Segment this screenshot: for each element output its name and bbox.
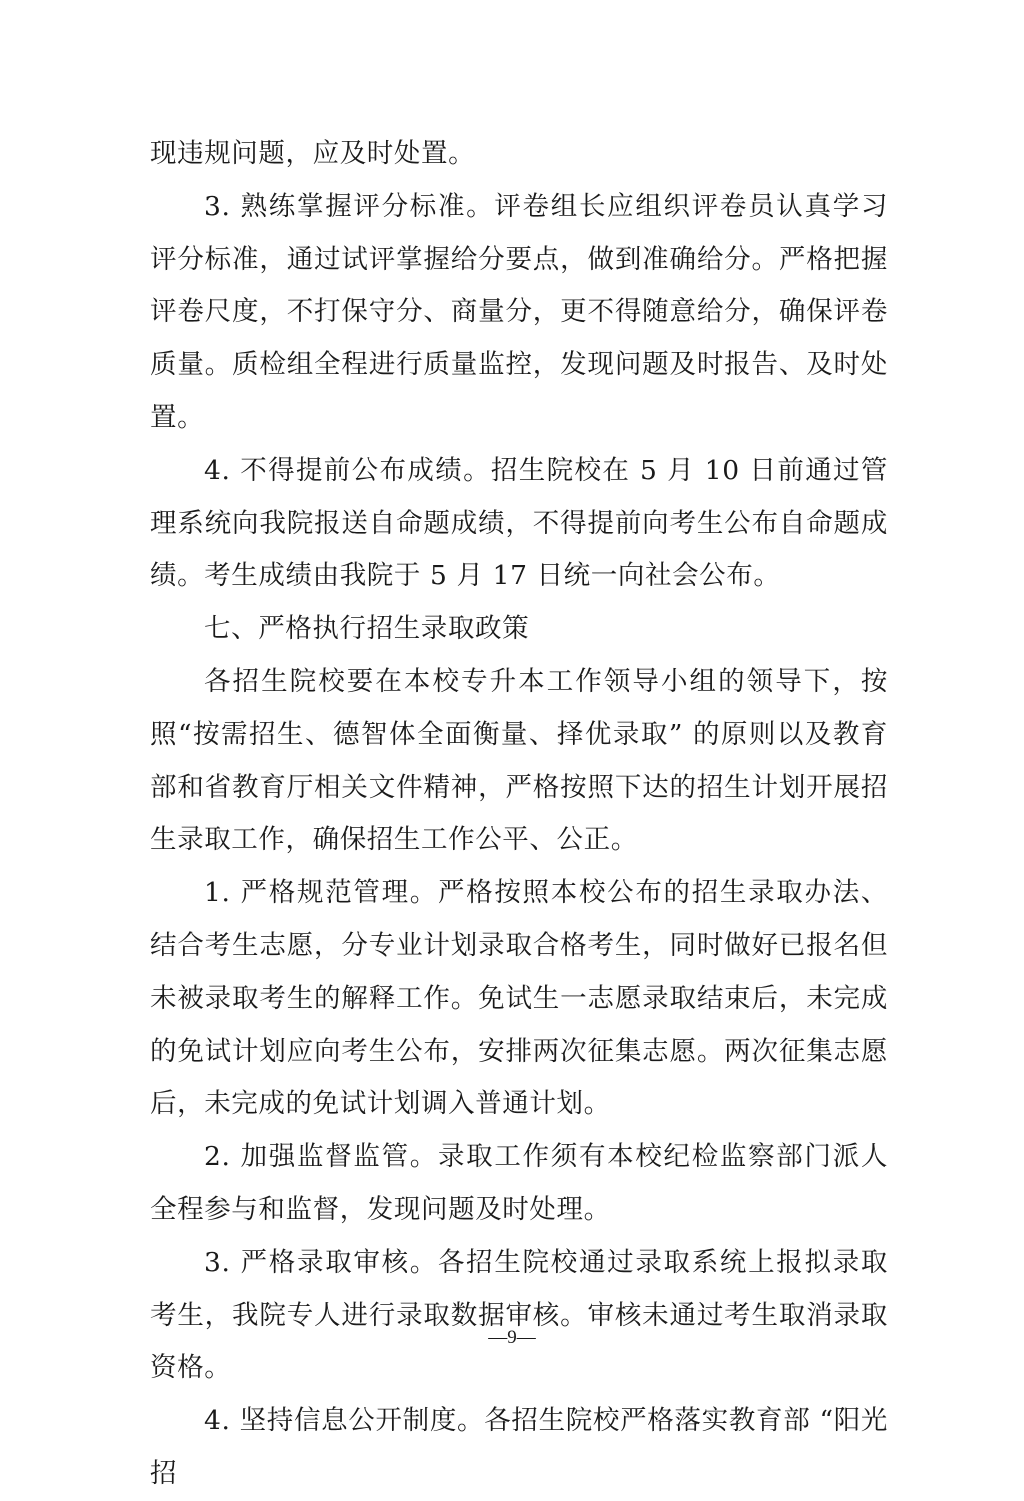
paragraph-item-1-management: 1. 严格规范管理。严格按照本校公布的招生录取办法、结合考生志愿，分专业计划录取合格考生，同时做好已报名但未被录取考生的解释工作。免试生一志愿录取结束后，未完成的免试计划应向考生公布，安排两次征集志愿。两次征集志愿后，未完成的免试计划调入普通计划。 (150, 877, 888, 1120)
paragraph-item-4-scores: 4. 不得提前公布成绩。招生院校在 5 月 10 日前通过管理系统向我院报送自命题成绩，不得提前向考生公布自命题成绩。考生成绩由我院于 5 月 17 日统一向社会公布。 (150, 454, 888, 592)
paragraph-item-3-scoring: 3. 熟练掌握评分标准。评卷组长应组织评卷员认真学习评分标准，通过试评掌握给分要点，做到准确给分。严格把握评卷尺度，不打保守分、商量分，更不得随意给分，确保评卷质量。质检组全程进行质量监控，发现问题及时报告、及时处置。 (150, 190, 888, 433)
paragraph-item-3-review: 3. 严格录取审核。各招生院校通过录取系统上报拟录取考生，我院专人进行录取数据审核。审核未通过考生取消录取资格。 (150, 1246, 888, 1384)
paragraph-section-intro: 各招生院校要在本校专升本工作领导小组的领导下，按照“按需招生、德智体全面衡量、择优录取” 的原则以及教育部和省教育厅相关文件精神，严格按照下达的招生计划开展招生录取工作，确保招生工作公平、公正。 (150, 665, 888, 856)
paragraph-item-4-disclosure: 4. 坚持信息公开制度。各招生院校严格落实教育部 “阳光招 (150, 1405, 888, 1489)
section-heading-7: 七、严格执行招生录取政策 (204, 613, 530, 645)
paragraph-item-2-supervision: 2. 加强监督监管。录取工作须有本校纪检监察部门派人全程参与和监督，发现问题及时处理。 (150, 1141, 888, 1225)
document-body (150, 128, 888, 1501)
paragraph-continuation: 现违规问题，应及时处置。 (150, 138, 476, 169)
page-number: —9— (488, 1327, 536, 1348)
